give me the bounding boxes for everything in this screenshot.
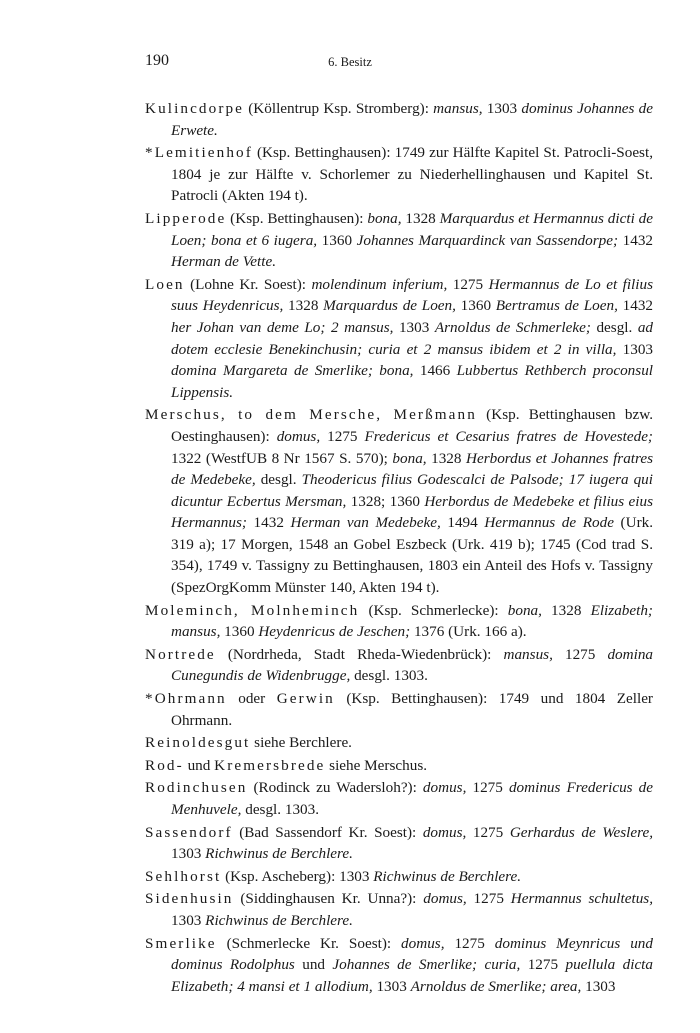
entry-latin-text: Marquardus et Hermannus dicti de Loen; bona et 6 iugera, — [171, 209, 653, 249]
entry — [145, 933, 653, 998]
entry-latin-text: domus, — [423, 890, 467, 908]
entry — [145, 274, 653, 404]
entry-text: 1275 — [466, 779, 509, 797]
entry — [145, 888, 653, 931]
entry-latin-text: domus, — [276, 427, 321, 445]
entry-text: 1328 — [401, 209, 440, 227]
entry-lemma: Nortrede — [145, 645, 216, 663]
entry-latin-text: her Johan van deme Lo; 2 mansus, — [171, 318, 394, 336]
entry-text: desgl. 1303. — [241, 801, 320, 818]
entry-latin-text: dominus Johannes de Erwete. — [171, 100, 653, 139]
entry-lemma: Merschus, to dem Mersche, Merßmann — [145, 406, 477, 424]
entry-text: 1275 — [520, 956, 566, 974]
entry-latin-text: mansus, — [503, 645, 553, 663]
entry-text: 1360 — [317, 231, 357, 249]
entry-latin-text: dominus Meynricus und dominus Rodolphus — [171, 934, 653, 974]
entry-latin-text: puellula dicta Elizabeth; 4 mansi et 1 allodium, — [171, 956, 653, 995]
entry — [145, 777, 653, 820]
entry-latin-text: Richwinus de Berchlere. — [373, 867, 522, 885]
entry-text: 1432 — [617, 297, 653, 315]
entry-text: 1275 — [552, 645, 608, 663]
entry-latin-text: Bertramus de Loen, — [495, 297, 618, 315]
entry-lemma: Loen — [145, 275, 185, 293]
entry-text: 1322 (WestfUB 8 Nr 1567 S. 570); — [171, 449, 393, 467]
entry-text: (Urk. 319 a); 17 Morgen, 1548 an Gobel Eszbeck (Urk. 419 b); 1745 (Cod trad S. 354), 1749 v. Tassigny zu Bettinghausen, 1803 ein Anteil des Hofs v. Tassigny (SpezOrgKomm Münster 140, Akten 194 t). — [171, 514, 654, 597]
entry-text: (Ksp. Schmerlecke): — [359, 601, 508, 619]
entry-lemma: Lipperode — [145, 209, 227, 227]
entry-latin-text: ad dotem ecclesie Benekinchusin; curia et 2 mansus ibidem et 2 in villa, — [171, 318, 653, 358]
entry — [145, 688, 653, 731]
entry-latin-text: Richwinus de Berchlere. — [205, 911, 353, 929]
entry-lemma: *Lemitienhof — [145, 144, 253, 162]
entry-text: 1275 — [466, 890, 511, 908]
entry — [145, 866, 653, 888]
entry-text: und — [183, 756, 215, 774]
entry-latin-text: molendinum inferium, — [311, 275, 448, 293]
entry-latin-text: Theodericus filius Godescalci de Palsode; 17 iugera qui dicuntur Ecbertus Mersman, — [171, 471, 653, 510]
entry — [145, 644, 653, 687]
entry-text: 1275 — [444, 934, 495, 952]
entry-latin-text: Herman de Vette. — [171, 253, 277, 271]
entry — [145, 142, 653, 207]
entry-lemma: Moleminch, Molnheminch — [145, 601, 360, 619]
entry-text: 1303 — [616, 340, 654, 358]
entry-text: 1328 — [283, 297, 324, 315]
entry-text: 1466 — [413, 362, 457, 380]
entry-lemma: Rod- — [145, 756, 184, 774]
entry-latin-text: bona, — [507, 601, 542, 619]
page-number: 190 — [145, 52, 169, 69]
entry-text: siehe Berchlere. — [250, 734, 352, 752]
entry-lemma: *Ohrmann — [145, 690, 227, 708]
entry-text: 1303 — [171, 911, 206, 929]
entry-text: (Ksp. Ascheberg): 1303 — [221, 867, 374, 885]
entry-text: oder — [226, 690, 277, 708]
entry-latin-text: domus, — [422, 823, 467, 841]
entry-latin-text: bona, — [392, 449, 427, 467]
entry-text: und — [294, 956, 333, 974]
entry-latin-text: domina Margareta de Smerlike; bona, — [171, 362, 414, 380]
entry — [145, 755, 653, 777]
entry-latin-text: mansus, — [433, 100, 483, 117]
entry-latin-text: domina Cunegundis de Widenbrugge, — [171, 645, 653, 685]
entry — [145, 404, 653, 598]
entry-text: siehe Merschus. — [325, 756, 428, 774]
entry-text: 1303 — [171, 845, 206, 863]
entry-text: (Schmerlecke Kr. Soest): — [216, 934, 402, 952]
entry-lemma: Sassendorf — [145, 823, 233, 841]
entry-latin-text: domus, — [401, 934, 445, 952]
entry-text: 1432 — [246, 514, 291, 532]
entry-latin-text: Gerhardus de Weslere, — [509, 823, 654, 841]
entry-lemma: Sehlhorst — [145, 867, 222, 885]
entry-latin-text: Lubbertus Rethberch proconsul Lippensis. — [171, 362, 654, 401]
entry-latin-text: Arnoldus de Smerlike; area, — [410, 977, 582, 995]
entry-latin-text: Richwinus de Berchlere. — [205, 845, 353, 863]
entry-text: 1360 — [220, 623, 259, 641]
entry-text: 1275 — [320, 427, 365, 445]
entry-lemma: Sidenhusin — [145, 890, 234, 908]
entry-text: 1328 — [426, 449, 466, 467]
entry-latin-text: bona, — [367, 209, 402, 227]
entry-text: (Ksp. Bettinghausen): 1749 und 1804 Zeller Ohrmann. — [171, 690, 653, 729]
entry-text: (Ksp. Bettinghausen bzw. Oestinghausen): — [171, 406, 653, 445]
entry-lemma: Gerwin — [276, 690, 335, 708]
entry-text: 1303 — [393, 318, 435, 336]
entry-latin-text: Herbordus et Johannes fratres de Medebeke, — [171, 449, 654, 489]
entry-text: 1328 — [541, 601, 591, 619]
entry-text: (Bad Sassendorf Kr. Soest): — [232, 823, 423, 841]
entry-text: 1303 — [482, 100, 522, 117]
entry-text: (Nordrheda, Stadt Rheda-Wiedenbrück): — [215, 645, 504, 663]
entry-text: (Lohne Kr. Soest): — [184, 275, 312, 293]
entry-latin-text: Hermannus de Lo et filius suus Heydenricus, — [171, 275, 653, 315]
entry-text: 1432 — [618, 231, 654, 249]
entry-text: (Rodinck zu Wadersloh?): — [247, 779, 423, 797]
entry-text: desgl. — [255, 471, 302, 489]
entry-lemma: Reinoldesgut — [145, 734, 251, 752]
entry-text: desgl. 1303. — [350, 667, 428, 685]
entry — [145, 208, 653, 273]
entry-text: 1275 — [466, 823, 510, 841]
entry — [145, 98, 653, 141]
entry-latin-text: Marquardus de Loen, — [323, 297, 456, 315]
entry-text: 1328; 1360 — [346, 492, 425, 510]
entry-latin-text: Hermannus de Rode — [484, 514, 614, 532]
entry-latin-text: Heydenricus de Jeschen; — [258, 623, 411, 641]
entry — [145, 600, 653, 643]
entry-latin-text: Herman van Medebeke, — [290, 514, 441, 532]
entry-latin-text: Elizabeth; mansus, — [171, 601, 653, 641]
entry-lemma: Rodinchusen — [145, 779, 248, 797]
entry-latin-text: Hermannus schultetus, — [510, 890, 654, 908]
entry-text: 1360 — [455, 297, 496, 315]
entry-latin-text: Fredericus et Cesarius fratres de Hovestede; — [364, 427, 653, 445]
entry-latin-text: Arnoldus de Schmerleke; — [434, 318, 591, 336]
entry-latin-text: domus, — [422, 779, 467, 797]
entry-latin-text: Johannes de Smerlike; curia, — [332, 956, 521, 974]
entry-text: (Ksp. Bettinghausen): 1749 zur Hälfte Kapitel St. Patrocli-Soest, 1804 je zur Hälfte v. Schorlemer zu Niederhellinghausen und Kapitel St. Patrocli (Akten 194 t). — [171, 144, 653, 205]
entry-text: 1275 — [447, 275, 489, 293]
entry-lemma: Kulincdorpe — [145, 100, 245, 117]
entry-text: 1303 — [372, 977, 411, 995]
running-title: 6. Besitz — [328, 55, 372, 69]
entry-text: (Köllentrup Ksp. Stromberg): — [244, 100, 434, 117]
entry-lemma: Smerlike — [145, 934, 217, 952]
entry-lemma: Kremersbrede — [214, 756, 326, 774]
entry-list — [145, 98, 653, 998]
entry — [145, 822, 653, 865]
entry-latin-text: Johannes Marquardinck van Sassendorpe; — [356, 231, 619, 249]
entry-text: desgl. — [590, 318, 638, 336]
entry — [145, 732, 653, 754]
entry-text: 1494 — [440, 514, 485, 532]
entry-text: 1303 — [581, 977, 616, 995]
entry-latin-text: dominus Fredericus de Menhuvele, — [171, 779, 653, 818]
entry-latin-text: Herbordus de Medebeke et filius eius Hermannus; — [171, 492, 653, 532]
entry-text: (Ksp. Bettinghausen): — [226, 209, 368, 227]
entry-text: (Siddinghausen Kr. Unna?): — [233, 890, 424, 908]
entry-text: 1376 (Urk. 166 a). — [410, 623, 527, 641]
